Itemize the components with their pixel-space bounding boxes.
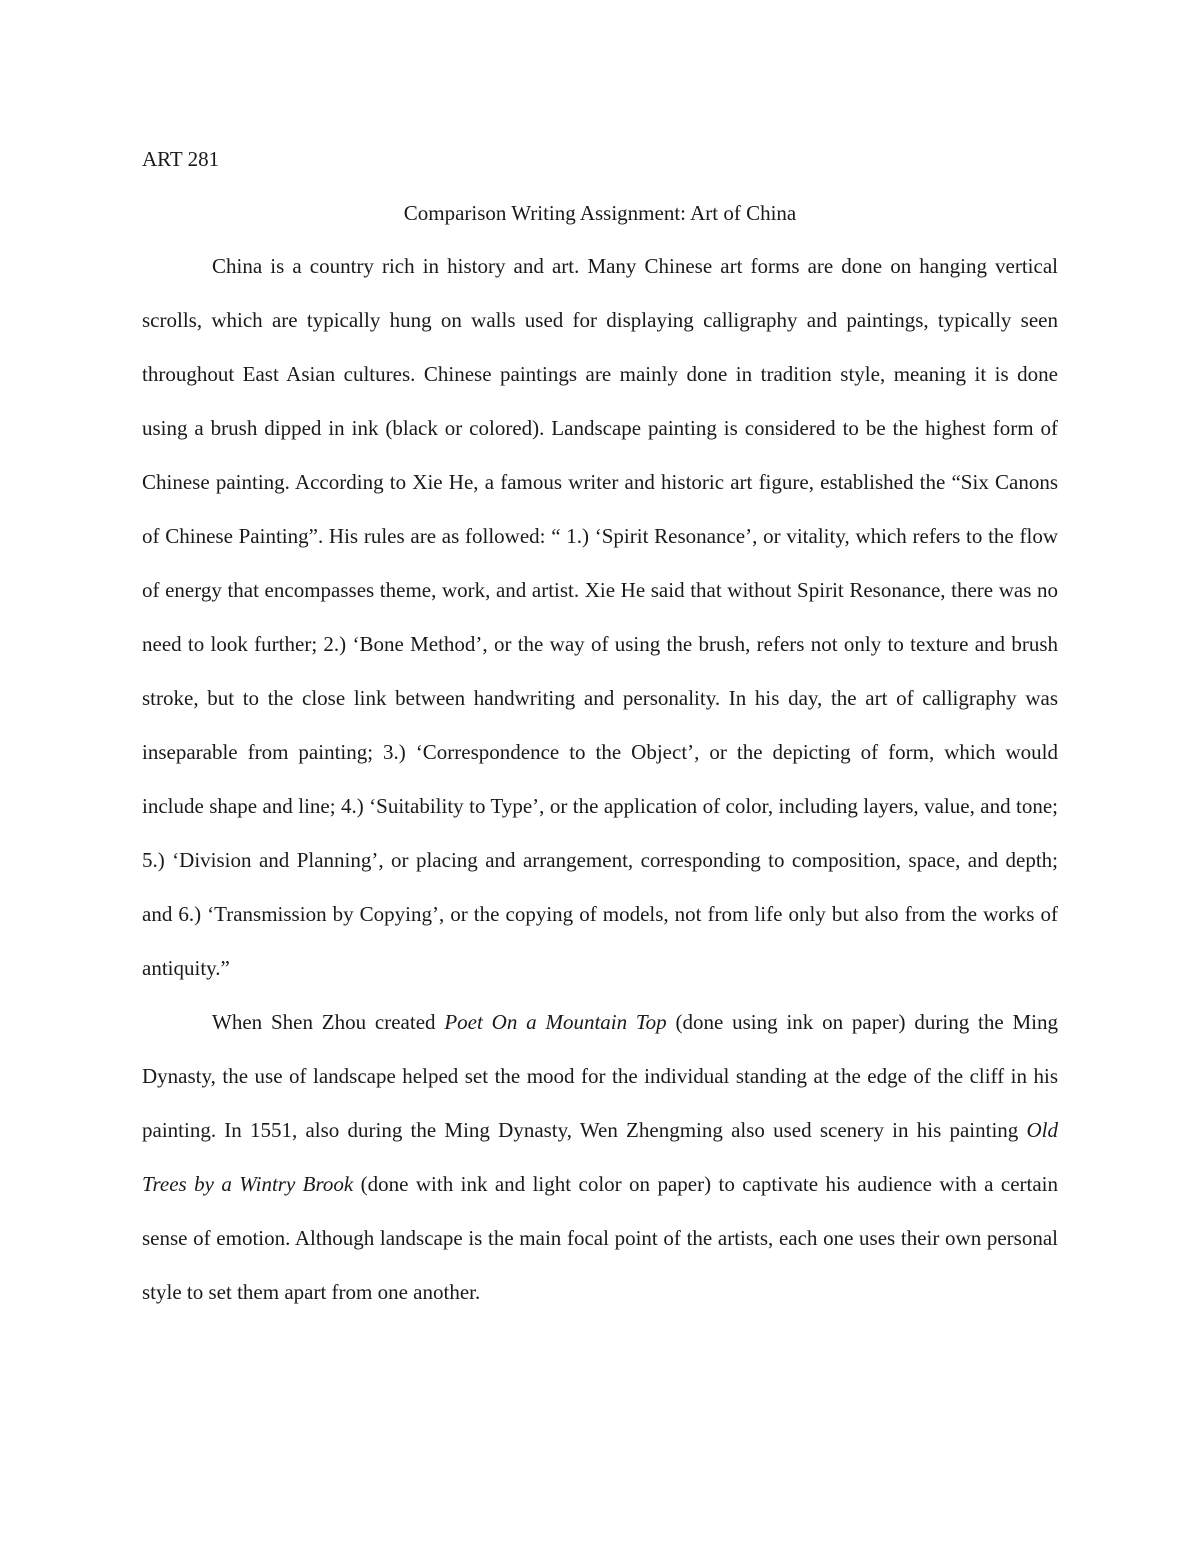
- assignment-title: Comparison Writing Assignment: Art of China: [403, 201, 797, 225]
- paragraph-2-text-3: (done with ink and light color on paper) to captivate his audience with a certain sense of emotion. Although landscape is the main focal point of the artists, each one uses their own personal style to set them apart from one another.: [142, 1172, 1058, 1304]
- paragraph-1: China is a country rich in history and art. Many Chinese art forms are done on hanging vertical scrolls, which are typically hung on walls used for displaying calligraphy and paintings, typically seen throughout East Asian cultures. Chinese paintings are mainly done in tradition style, meaning it is done using a brush dipped in ink (black or colored). Landscape painting is considered to be the highest form of Chinese painting. According to Xie He, a famous writer and historic art figure, established the “Six Canons of Chinese Painting”. His rules are as followed: “ 1.) ‘Spirit Resonance’, or vitality, which refers to the flow of energy that encompasses theme, work, and artist. Xie He said that without Spirit Resonance, there was no need to look further; 2.) ‘Bone Method’, or the way of using the brush, refers not only to texture and brush stroke, but to the close link between handwriting and personality. In his day, the art of calligraphy was inseparable from painting; 3.) ‘Correspondence to the Object’, or the depicting of form, which would include shape and line; 4.) ‘Suitability to Type’, or the application of color, including layers, value, and tone; 5.) ‘Division and Planning’, or placing and arrangement, corresponding to composition, space, and depth; and 6.) ‘Transmission by Copying’, or the copying of models, not from life only but also from the works of antiquity.”: [142, 254, 1058, 980]
- course-code: ART 281: [142, 147, 220, 171]
- document-body: [142, 140, 1058, 1319]
- artwork-title-old-trees-by-a-wintry-brook: Old Trees by a Wintry Brook: [142, 1118, 1058, 1196]
- artwork-title-poet-on-a-mountain-top: Poet On a Mountain Top: [444, 1010, 667, 1034]
- paragraph-2-text-1: When Shen Zhou created: [212, 1010, 445, 1034]
- paragraph-2-text-2: (done using ink on paper) during the Ming Dynasty, the use of landscape helped set the mood for the individual standing at the edge of the cliff in his painting. In 1551, also during the Ming Dynasty, Wen Zhengming also used scenery in his painting: [142, 1010, 1058, 1142]
- paragraph-2: [142, 995, 1058, 1319]
